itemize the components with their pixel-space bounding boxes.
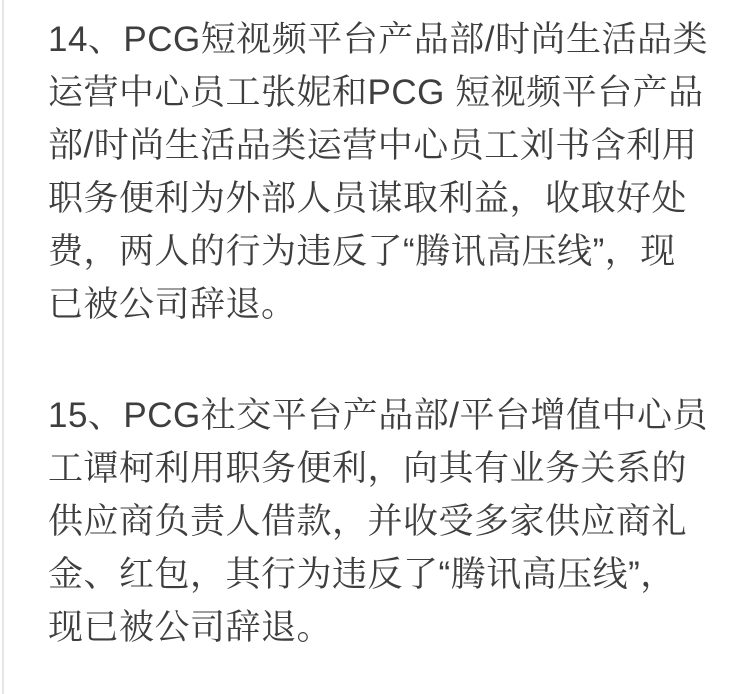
text-line: 15、PCG社交平台产品部/平台增值中心员 — [48, 396, 709, 435]
text-line: 供应商负责人借款，并收受多家供应商礼 — [48, 502, 688, 541]
page-left-edge-rule — [2, 0, 4, 694]
text-line: 工谭柯利用职务便利，向其有业务关系的 — [48, 449, 688, 488]
text-line: 14、PCG短视频平台产品部/时尚生活品类 — [48, 20, 709, 59]
text-line: 费，两人的行为违反了“腾讯高压线”，现 — [48, 232, 676, 271]
text-line: 部/时尚生活品类运营中心员工刘书含利用 — [48, 126, 698, 165]
text-line: 金、红包，其行为违反了“腾讯高压线”， — [48, 555, 676, 594]
text-line: 运营中心员工张妮和PCG 短视频平台产品 — [48, 73, 704, 112]
paragraph-item-14 — [48, 13, 720, 331]
text-line: 现已被公司辞退。 — [48, 608, 333, 647]
paragraph-item-15 — [48, 389, 720, 654]
text-line: 已被公司辞退。 — [48, 285, 297, 324]
article-body — [48, 13, 720, 654]
text-line: 职务便利为外部人员谋取利益，收取好处 — [48, 179, 688, 218]
